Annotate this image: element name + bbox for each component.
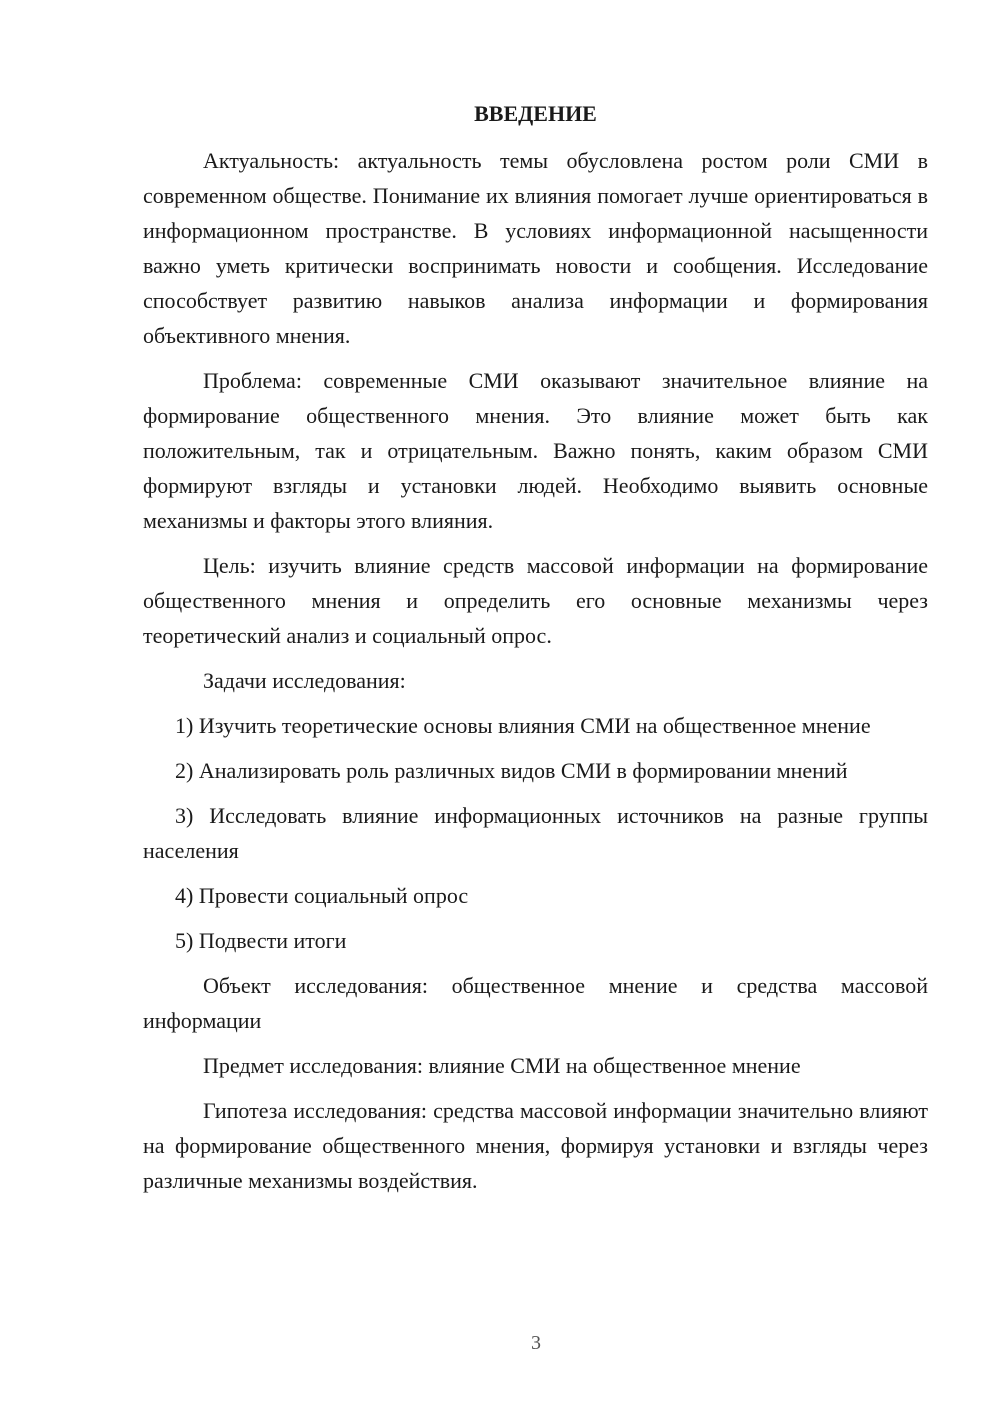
page-title: ВВЕДЕНИЕ <box>474 101 597 126</box>
task-item-4: 4) Провести социальный опрос <box>175 883 469 908</box>
task-item-2: 2) Анализировать роль различных видов СМИ в формировании мнений <box>175 758 848 783</box>
paragraph-relevance: Актуальность: актуальность темы обусловлена ростом роли СМИ в современном обществе. Понимание их влияния помогает лучше ориентироваться в информационном пространстве. В условиях информационной насыщенности важно уметь критически воспринимать новости и сообщения. Исследование способствует развитию навыков анализа информации и формирования объективного мнения. <box>143 148 928 348</box>
paragraph-hypothesis: Гипотеза исследования: средства массовой информации значительно влияют на формирование общественного мнения, формируя установки и взгляды через различные механизмы воздействия. <box>143 1098 928 1193</box>
tasks-heading: Задачи исследования: <box>203 668 406 693</box>
paragraph-subject: Предмет исследования: влияние СМИ на общественное мнение <box>203 1053 801 1078</box>
paragraph-goal: Цель: изучить влияние средств массовой информации на формирование общественного мнения и определить его основные механизмы через теоретический анализ и социальный опрос. <box>143 553 928 648</box>
paragraph-problem: Проблема: современные СМИ оказывают значительное влияние на формирование общественного мнения. Это влияние может быть как положительным, так и отрицательным. Важно понять, каким образом СМИ формируют взгляды и установки людей. Необходимо выявить основные механизмы и факторы этого влияния. <box>143 368 928 533</box>
task-item-1: 1) Изучить теоретические основы влияния СМИ на общественное мнение <box>175 713 871 738</box>
task-item-3: 3) Исследовать влияние информационных источников на разные группы населения <box>143 803 928 863</box>
paragraph-object: Объект исследования: общественное мнение и средства массовой информации <box>143 973 928 1033</box>
page-content <box>143 96 928 1208</box>
task-item-5: 5) Подвести итоги <box>175 928 347 953</box>
page-number: 3 <box>531 1332 541 1354</box>
